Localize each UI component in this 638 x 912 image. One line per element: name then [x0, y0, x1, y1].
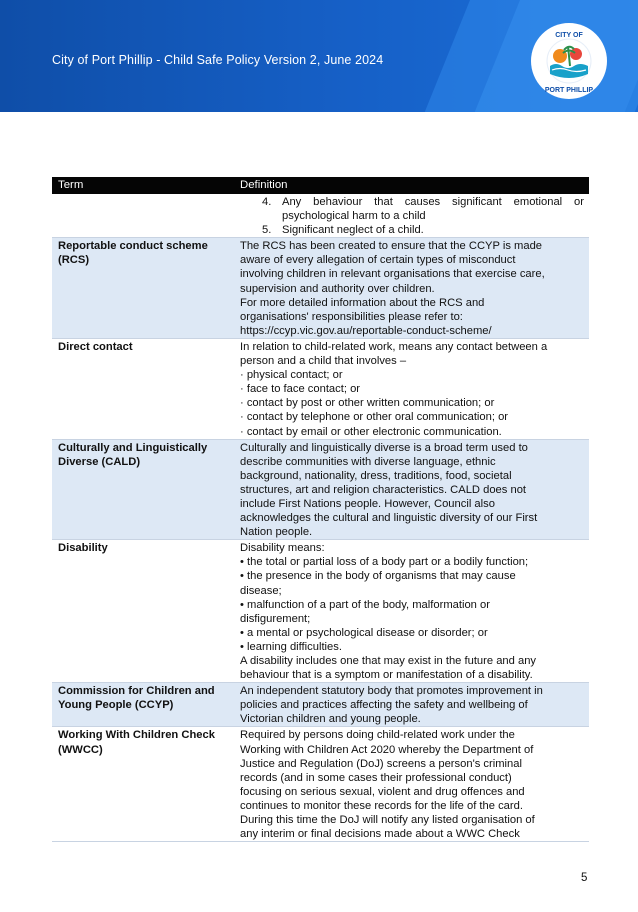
term-cell: Working With Children Check (WWCC) — [52, 727, 234, 842]
definition-line: Culturally and linguistically diverse is a broad term used to — [240, 441, 528, 454]
header-title: City of Port Phillip - Child Safe Policy Version 2, June 2024 — [52, 53, 384, 67]
list-item-text: Significant neglect of a child. — [282, 224, 424, 237]
definition-line: involving children in relevant organisations that exercise care, — [240, 268, 545, 281]
definition-line: A disability includes one that may exist in the future and any — [240, 655, 537, 667]
definition-line: Required by persons doing child-related work under the — [240, 729, 515, 742]
term-cell: Disability — [52, 540, 234, 683]
definition-line: During this time the DoJ will notify any listed organisation of — [240, 814, 535, 827]
definition-line: disease; — [240, 584, 282, 597]
definition-line: supervision and authority over children. — [240, 282, 435, 295]
table-row-continuation — [52, 194, 589, 238]
definition-line: • the presence in the body of organisms that may cause — [240, 570, 516, 583]
list-item-number: 4. — [262, 196, 272, 208]
term-cell: Direct contact — [52, 338, 234, 439]
list-item-text: Any behaviour that causes significant emotional or psychological harm to a child — [282, 196, 584, 223]
column-header-definition: Definition — [234, 177, 589, 194]
definition-line: Victorian children and young people. — [240, 713, 421, 726]
definition-line: · face to face contact; or — [240, 383, 361, 396]
definition-line: For more detailed information about the RCS and — [240, 296, 485, 309]
page-header-banner — [0, 0, 638, 112]
definition-line: The RCS has been created to ensure that the CCYP is made — [240, 240, 543, 253]
definition-cell — [234, 238, 589, 339]
table-row — [52, 683, 589, 727]
definition-line: describe communities with diverse language, ethnic — [240, 455, 496, 468]
rcs-link[interactable]: https://ccyp.vic.gov.au/reportable-conduct-scheme/ — [240, 324, 492, 337]
term-cell: Reportable conduct scheme (RCS) — [52, 238, 234, 339]
table-row — [52, 238, 589, 339]
definition-line: include First Nations people. However, Council also — [240, 497, 495, 510]
table-row — [52, 439, 589, 540]
numbered-list — [240, 195, 584, 237]
definition-cell — [234, 338, 589, 439]
definition-line: • the total or partial loss of a body part or a bodily function; — [240, 556, 529, 569]
definition-line: Nation people. — [240, 526, 313, 539]
page-number: 5 — [581, 872, 588, 884]
definition-line: any interim or final decisions made about a WWC Check — [240, 828, 520, 841]
definition-line: background, nationality, dress, traditions, food, societal — [240, 469, 512, 482]
table-row — [52, 540, 589, 683]
definition-line: Working with Children Act 2020 whereby the Department of — [240, 743, 534, 756]
logo-text-bottom: PORT PHILLIP — [544, 87, 594, 94]
table-row — [52, 727, 589, 842]
table-header-row — [52, 177, 589, 194]
definition-line: disfigurement; — [240, 612, 311, 625]
definition-line: Disability means: — [240, 542, 325, 555]
city-of-port-phillip-logo — [530, 22, 608, 100]
logo-text-top: CITY OF — [555, 32, 583, 39]
definition-line: · physical contact; or — [240, 369, 343, 382]
definition-line: An independent statutory body that promotes improvement in — [240, 685, 543, 698]
definition-line: person and a child that involves – — [240, 355, 407, 368]
definition-cell — [234, 727, 589, 842]
term-cell: Commission for Children and Young People (CCYP) — [52, 683, 234, 727]
definition-line: policies and practices affecting the safety and wellbeing of — [240, 699, 528, 712]
definition-cell — [234, 683, 589, 727]
column-header-term: Term — [52, 177, 234, 194]
definition-line: · contact by telephone or other oral communication; or — [240, 411, 509, 424]
definition-line: In relation to child-related work, means any contact between a — [240, 340, 548, 353]
definition-line: aware of every allegation of certain types of misconduct — [240, 254, 516, 267]
definition-line: acknowledges the cultural and linguistic diversity of our First — [240, 512, 538, 525]
term-cell: Culturally and Linguistically Diverse (CALD) — [52, 439, 234, 540]
definition-line: focusing on serious sexual, violent and drug offences and — [240, 785, 525, 798]
list-item — [262, 195, 584, 223]
definitions-table — [52, 177, 589, 842]
list-item-number: 5. — [262, 224, 272, 237]
definition-line: • learning difficulties. — [240, 640, 342, 653]
definition-line: organisations' responsibilities please refer to: — [240, 310, 463, 323]
table-row — [52, 338, 589, 439]
definition-line: behaviour that is a symptom or manifestation of a disability. — [240, 669, 533, 682]
definition-line: • malfunction of a part of the body, malformation or — [240, 598, 490, 611]
definition-line: records (and in some cases their professional conduct) — [240, 771, 512, 784]
definition-line: · contact by post or other written communication; or — [240, 397, 495, 410]
definition-line: · contact by email or other electronic communication. — [240, 425, 502, 438]
term-cell — [52, 194, 234, 238]
definition-line: continues to monitor these records for the life of the card. — [240, 799, 523, 812]
definition-line: structures, art and religion characteristics. CALD does not — [240, 483, 527, 496]
definition-line: Justice and Regulation (DoJ) screens a person's criminal — [240, 757, 522, 770]
list-item — [262, 223, 584, 237]
definition-cell — [234, 194, 589, 238]
definition-cell — [234, 540, 589, 683]
definition-line: • a mental or psychological disease or disorder; or — [240, 626, 488, 639]
definition-cell — [234, 439, 589, 540]
